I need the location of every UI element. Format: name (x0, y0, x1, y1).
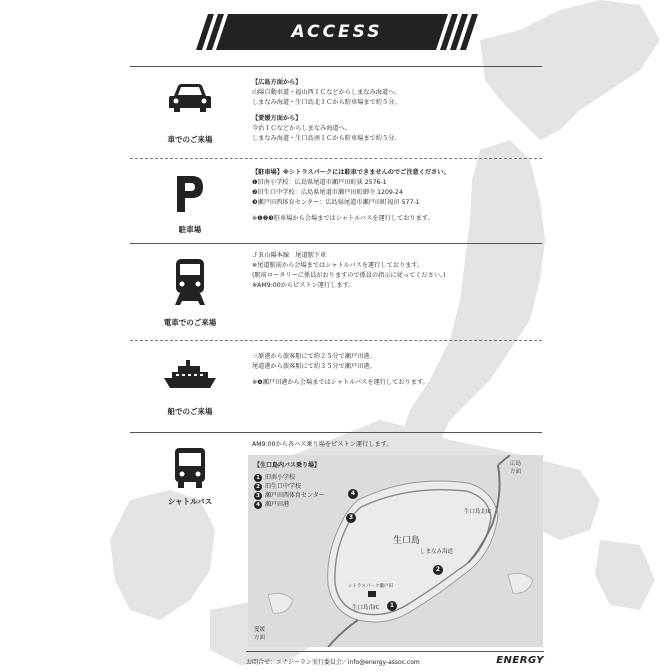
text-line: 三原港から旅客船にて約２５分で瀬戸田港。 (252, 353, 376, 360)
text-line: しまなみ海道・生口島北ＩＣから駐車場まで約５分。 (252, 99, 401, 106)
text-line: ※尾道駅前から会場まではシャトルバスを運行しております。 (252, 262, 424, 269)
ship-icon (158, 358, 222, 394)
text-line: 山陽自動車道・福山西ＩＣなどからしまなみ海道へ。 (252, 89, 401, 96)
text-line: AM9:00から各バス乗り場をピストン運行します。 (252, 441, 393, 448)
legend-text: 瀬戸田港 (265, 501, 290, 508)
divider (130, 158, 542, 159)
train-text (252, 251, 542, 291)
text-line: 【広島方面から】 (252, 79, 302, 86)
legend-number: 3 (254, 492, 262, 500)
text-line: 尾道港から旅客船にて約３５分で瀬戸田港。 (252, 363, 376, 370)
map-marker-1: 1 (387, 601, 397, 611)
ship-section (130, 344, 542, 428)
direction-text: 方面 (254, 635, 266, 641)
divider (130, 340, 542, 341)
text-line: ❶旧南小学校：広島県尾道市瀬戸田町荻 2576-1 (252, 179, 387, 186)
parking-label: 駐車場 (178, 225, 202, 234)
text-line: ※AM9:00からピストン運行します。 (252, 282, 355, 289)
text-line: 【駐車場】※シトラスパークには駐車できませんのでご注意ください。 (252, 169, 450, 176)
train-icon (158, 257, 222, 311)
car-label: 車でのご来場 (167, 135, 213, 144)
divider (130, 66, 542, 67)
ship-text (252, 352, 542, 388)
train-label: 電車でのご来場 (163, 318, 217, 327)
road-label: しまなみ海道 (420, 549, 454, 555)
text-line: ❷旧生口中学校：広島県尾道市瀬戸田町御寺 1209-24 (252, 189, 403, 196)
map-marker-4: 4 (348, 489, 358, 499)
title-banner (196, 14, 478, 50)
text-line: しまなみ海道・生口島南ＩＣから駐車場まで約５分。 (252, 135, 401, 142)
divider (246, 651, 544, 652)
direction-text: 方面 (510, 469, 522, 475)
ship-label: 船でのご来場 (167, 407, 213, 416)
text-line: (駅前ロータリーに係員がおりますので係員の指示に従ってください。) (252, 272, 446, 279)
map-legend (254, 461, 325, 509)
text-line: 【愛媛方面から】 (252, 115, 302, 122)
text-line: 今治ＩＣなどからしまなみ海道へ。 (252, 125, 351, 132)
train-section (130, 247, 542, 337)
legend-number: 2 (254, 483, 262, 491)
hiroshima-direction (510, 459, 521, 475)
parking-section (130, 162, 542, 238)
text-line: ※❶❷❸駐車場から会場まではシャトルバスを運行しております。 (252, 215, 434, 222)
direction-text: 愛媛 (254, 627, 266, 633)
contact-info: お問合せ：エナジーラン実行委員会／info@energy-assoc.com (246, 659, 420, 666)
parking-text (252, 168, 542, 224)
legend-text: 瀬戸田西体育センター (265, 492, 325, 499)
ic-north-label: 生口島北IC (464, 509, 492, 515)
car-text (252, 78, 542, 144)
bus-icon (158, 446, 222, 494)
text-line: ※❹瀬戸田港から会場まではシャトルバスを運行しております。 (252, 379, 429, 386)
legend-item (254, 473, 325, 482)
legend-text: 旧南小学校 (265, 474, 296, 481)
shuttle-map (248, 455, 543, 647)
legend-number: 4 (254, 501, 262, 509)
page-title: ACCESS (291, 22, 383, 42)
legend-title: 【生口島内バス乗り場】 (254, 462, 321, 469)
legend-text: 旧生口中学校 (265, 483, 302, 490)
shuttle-label: シャトルバス (167, 497, 213, 506)
ic-south-label: 生口島南IC (352, 605, 380, 611)
parking-icon (158, 174, 222, 218)
divider (130, 243, 542, 244)
text-line: ❸瀬戸田西体育センター：広島県尾道市瀬戸田町福田 577-1 (252, 199, 420, 206)
legend-number: 1 (254, 474, 262, 482)
text-line: ＪＲ山陽本線 尾道駅下車 (252, 252, 327, 259)
map-marker-3: 3 (346, 513, 356, 523)
island-name: 生口島 (393, 536, 421, 546)
car-icon (158, 82, 222, 118)
map-marker-2: 2 (433, 565, 443, 575)
direction-text: 広島 (510, 461, 522, 467)
venue-label: シトラスパーク瀬戸田 (348, 584, 393, 589)
divider (130, 432, 542, 433)
shuttle-intro (252, 440, 542, 450)
energy-logo: ENERGY (496, 655, 544, 666)
legend-item (254, 482, 325, 491)
legend-item (254, 491, 325, 500)
car-section (130, 70, 542, 156)
footer (246, 654, 544, 668)
ehime-direction (254, 625, 265, 641)
legend-item (254, 500, 325, 509)
